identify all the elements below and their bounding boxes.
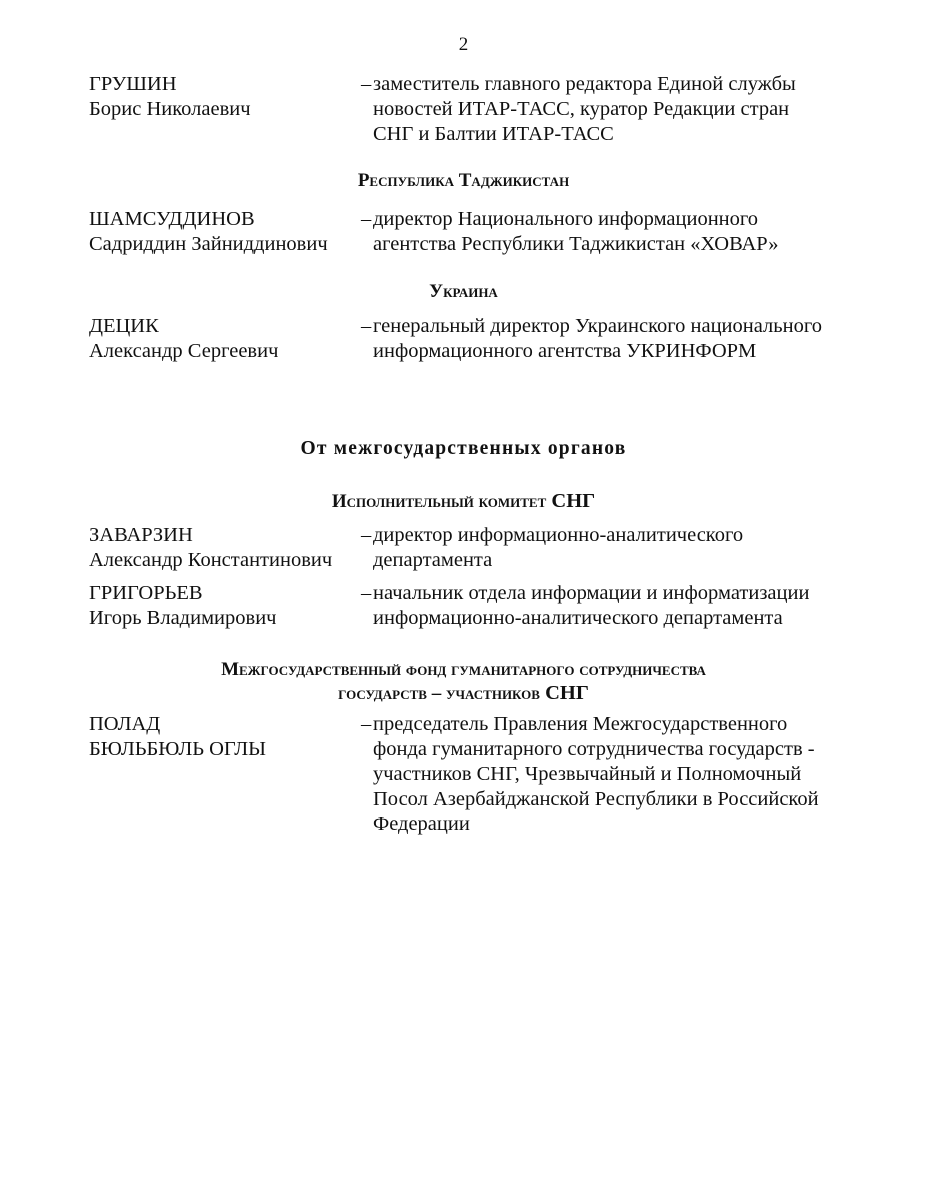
position-line: генеральный директор Украинского национального [373,315,822,337]
delegate-surname: ДЕЦИК [89,315,159,337]
delegate-position [361,581,873,631]
heading-abbreviation: СНГ [551,490,596,512]
position-line: директор Национального информационного [373,208,759,230]
delegate-surname: ЗАВАРЗИН [89,524,193,546]
section-heading-fund-line2 [0,682,927,705]
delegate-given-name: Борис Николаевич [89,98,251,120]
position-line: директор информационно-аналитического [373,524,744,546]
section-heading-tajikistan: Республика Таджикистан [357,170,570,191]
position-line: агентства Республики Таджикистан «ХОВАР» [373,233,779,255]
delegate-position [361,712,873,837]
delegate-given-name: Садриддин Зайниддинович [89,233,328,255]
position-line: Федерации [373,813,470,835]
section-heading-interstate-bodies: От межгосударственных органов [300,438,627,459]
page-number: 2 [458,34,469,55]
dash: – [361,208,372,230]
position-line: фонда гуманитарного сотрудничества государств - [373,738,815,760]
position-line: департамента [373,549,493,571]
delegate-position [361,72,873,147]
position-line: информационного агентства УКРИНФОРМ [373,340,757,362]
dash: – [361,73,372,95]
dash: – [361,524,372,546]
delegate-name [89,581,351,631]
delegate-given-name: Александр Сергеевич [89,340,279,362]
heading-text: Исполнительный комитет [331,491,547,512]
delegate-name [89,72,351,122]
position-line: информационно-аналитического департамента [373,607,783,629]
delegate-surname: ПОЛАД [89,713,161,735]
position-line: председатель Правления Межгосударственного [373,713,788,735]
section-heading-executive-committee [0,490,927,513]
heading-abbreviation: СНГ [545,682,589,704]
delegate-name [89,207,351,257]
position-line: СНГ и Балтии ИТАР-ТАСС [373,123,614,145]
delegate-surname: ГРУШИН [89,73,177,95]
delegate-name [89,523,351,573]
dash: – [361,315,372,337]
heading-text: государств – участников [338,683,540,704]
delegate-given-name: Александр Константинович [89,549,333,571]
section-heading-ukraine: Украина [429,281,498,302]
delegate-surname: ГРИГОРЬЕВ [89,582,203,604]
position-line: новостей ИТАР-ТАСС, куратор Редакции стран [373,98,790,120]
position-line: заместитель главного редактора Единой службы [373,73,796,95]
delegate-given-name: БЮЛЬБЮЛЬ ОГЛЫ [89,738,267,760]
section-heading-fund-line1: Межгосударственный фонд гуманитарного сотрудничества [221,659,706,680]
delegate-name [89,712,351,762]
delegate-position [361,207,873,257]
delegate-name [89,314,351,364]
position-line: Посол Азербайджанской Республики в Российской [373,788,819,810]
delegate-given-name: Игорь Владимирович [89,607,277,629]
delegate-position [361,314,873,364]
dash: – [361,582,372,604]
delegate-surname: ШАМСУДДИНОВ [89,208,255,230]
position-line: участников СНГ, Чрезвычайный и Полномочный [373,763,802,785]
position-line: начальник отдела информации и информатизации [373,582,810,604]
delegate-position [361,523,873,573]
dash: – [361,713,372,735]
